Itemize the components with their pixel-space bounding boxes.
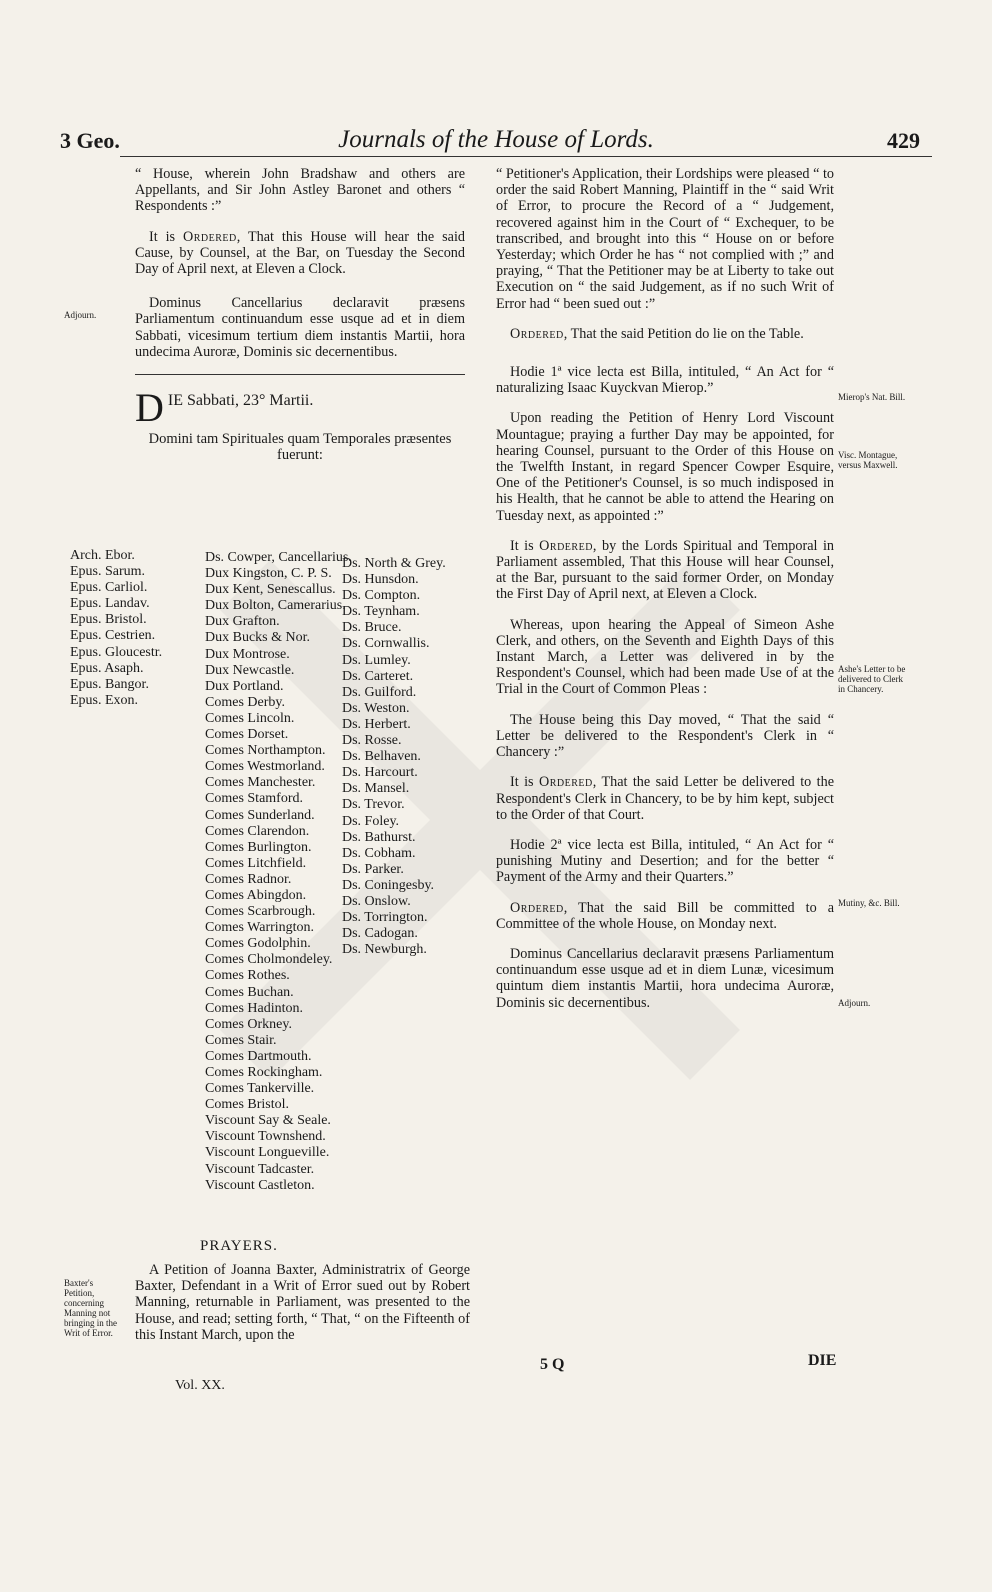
margin-note-mutiny: Mutiny, &c. Bill. bbox=[838, 898, 900, 908]
lord-entry: Comes Northampton. bbox=[205, 743, 326, 759]
baron-entry: Ds. Cadogan. bbox=[342, 926, 418, 942]
paragraph: “ House, wherein John Bradshaw and others are Appellants, and Sir John Astley Baronet and others “ Respondents :” bbox=[135, 166, 465, 215]
lord-entry: Comes Stair. bbox=[205, 1032, 277, 1048]
baron-entry: Ds. Lumley. bbox=[342, 652, 411, 668]
lord-entry: Comes Tankerville. bbox=[205, 1081, 315, 1097]
lord-entry: Dux Bolton, Camerarius. bbox=[205, 598, 346, 614]
lord-entry: Comes Abingdon. bbox=[205, 887, 307, 903]
baron-entry: Ds. Teynham. bbox=[342, 604, 420, 620]
lord-entry: Comes Rothes. bbox=[205, 968, 290, 984]
drop-cap: D bbox=[135, 385, 164, 431]
baron-entry: Ds. Coningesby. bbox=[342, 877, 435, 893]
paragraph: Hodie 2ª vice lecta est Billa, intituled, “ An Act for “ punishing Mutiny and Desertion; and for the better “ Payment of the Army and their Quarters.” bbox=[496, 836, 834, 886]
present-heading: Domini tam Spirituales quam Temporales præsentes fuerunt: bbox=[148, 431, 452, 464]
lord-entry: Comes Rockingham. bbox=[205, 1065, 323, 1080]
lord-entry: Comes Manchester. bbox=[205, 775, 316, 791]
margin-note-adjourn: Adjourn. bbox=[838, 998, 871, 1008]
paragraph: It is Ordered, by the Lords Spiritual and Temporal in Parliament assembled, That this House will hear Counsel, at the Bar, pursuant to the said former Order, on Monday the First Day of April next, at Eleven a Clock. bbox=[496, 537, 834, 603]
bishop-entry: Epus. Sarum. bbox=[70, 564, 146, 580]
header-regnal-year: 3 Geo. bbox=[60, 128, 120, 153]
lord-entry: Viscount Longueville. bbox=[205, 1145, 330, 1161]
baron-entry: Ds. Trevor. bbox=[342, 797, 405, 813]
bishops-list bbox=[70, 548, 162, 709]
lord-entry: Comes Clarendon. bbox=[205, 823, 310, 839]
baron-entry: Ds. Compton. bbox=[342, 588, 421, 604]
margin-note-montague: Visc. Montague, versus Maxwell. bbox=[838, 450, 898, 470]
baron-entry: Ds. North & Grey. bbox=[342, 556, 446, 571]
baron-entry: Ds. Rosse. bbox=[342, 733, 402, 749]
lord-entry: Dux Newcastle. bbox=[205, 662, 295, 678]
die-heading: D IE Sabbati, 23° Martii. bbox=[135, 385, 314, 431]
paragraph: It is Ordered, That this House will hear the said Cause, by Counsel, at the Bar, on Tuesday the Second Day of April next, at Eleven a Clock. bbox=[135, 228, 465, 278]
barons-list bbox=[342, 556, 446, 958]
lord-entry: Dux Kingston, C. P. S. bbox=[205, 566, 332, 582]
margin-note-adjourn: Adjourn. bbox=[64, 310, 97, 320]
baron-entry: Ds. Mansel. bbox=[342, 781, 410, 797]
lord-entry: Comes Orkney. bbox=[205, 1016, 292, 1032]
baron-entry: Ds. Harcourt. bbox=[342, 765, 418, 781]
bishop-entry: Arch. Ebor. bbox=[70, 548, 135, 563]
paragraph: Whereas, upon hearing the Appeal of Simeon Ashe Clerk, and others, on the Seventh and Eighth Days of this Instant March, a Letter was delivered in by the Respondent's Counsel, which had been made Use of at the Trial in the Court of Common Pleas : bbox=[496, 616, 834, 698]
baron-entry: Ds. Hunsdon. bbox=[342, 572, 419, 588]
volume-label: Vol. XX. bbox=[175, 1378, 225, 1393]
paragraph: Hodie 1ª vice lecta est Billa, intituled, “ An Act for “ naturalizing Isaac Kuyckvan Mierop.” bbox=[496, 364, 834, 397]
lord-entry: Comes Bristol. bbox=[205, 1097, 290, 1113]
paragraph: Dominus Cancellarius declaravit præsens Parliamentum continuandum esse usque ad et in diem Sabbati, vicesimum tertium diem instantis Martii, hora undecima Auroræ, Dominis sic decernentibus. bbox=[135, 295, 465, 360]
baron-entry: Ds. Foley. bbox=[342, 813, 400, 829]
baxter-petition bbox=[135, 1262, 470, 1357]
lord-entry: Comes Derby. bbox=[205, 694, 285, 710]
bishop-entry: Epus. Bangor. bbox=[70, 676, 149, 692]
section-rule bbox=[135, 374, 465, 375]
lord-entry: Ds. Cowper, Cancellarius. bbox=[205, 550, 352, 565]
paragraph: Ordered, That the said Petition do lie on the Table. bbox=[510, 325, 804, 342]
lord-entry: Comes Dartmouth. bbox=[205, 1048, 312, 1064]
lord-entry: Dux Portland. bbox=[205, 678, 284, 694]
header-rule bbox=[120, 156, 932, 157]
signature-mark: 5 Q bbox=[540, 1356, 565, 1373]
lord-entry: Dux Kent, Senescallus. bbox=[205, 582, 336, 598]
lord-entry: Dux Montrose. bbox=[205, 646, 290, 662]
lord-entry: Comes Lincoln. bbox=[205, 710, 295, 726]
lord-entry: Comes Radnor. bbox=[205, 871, 292, 887]
lord-entry: Comes Burlington. bbox=[205, 839, 312, 855]
lord-entry: Viscount Townshend. bbox=[205, 1129, 326, 1145]
lord-entry: Viscount Say & Seale. bbox=[205, 1113, 331, 1129]
baron-entry: Ds. Bathurst. bbox=[342, 829, 416, 845]
paragraph: Dominus Cancellarius declaravit præsens Parliamentum continuandum esse usque ad et in diem Lunæ, vicesimum quintum diem instantis Martii, hora undecima Auroræ, Dominis sic decernentibus. bbox=[496, 945, 834, 1011]
paragraph: The House being this Day moved, “ That the said “ Letter be delivered to the Respondent's Clerk in “ Chancery :” bbox=[496, 711, 834, 761]
paragraph: A Petition of Joanna Baxter, Administratrix of George Baxter, Defendant in a Writ of Error sued out by Robert Manning, returnable in Parliament, was presented to the House, and read; setting forth, “ That, “ on the Fifteenth of this Instant March, upon the bbox=[135, 1262, 470, 1343]
baron-entry: Ds. Onslow. bbox=[342, 893, 411, 909]
paragraph: Upon reading the Petition of Henry Lord Viscount Mountague; praying a further Day may be appointed, for hearing Counsel, pursuant to the Order of this House on the Twelfth Instant, in regard Spencer Cowper Esquire, One of the Petitioner's Counsel, is so much indisposed in his Health, that he cannot be able to attend the Hearing on Tuesday next, as appointed :” bbox=[496, 410, 834, 524]
lord-entry: Comes Sunderland. bbox=[205, 807, 315, 823]
baron-entry: Ds. Weston. bbox=[342, 700, 410, 716]
lord-entry: Comes Scarbrough. bbox=[205, 904, 316, 920]
lord-entry: Comes Westmorland. bbox=[205, 759, 325, 775]
baron-entry: Ds. Newburgh. bbox=[342, 942, 427, 958]
margin-note-mierop: Mierop's Nat. Bill. bbox=[838, 392, 906, 402]
bishop-entry: Epus. Landav. bbox=[70, 596, 150, 612]
bishop-entry: Epus. Cestrien. bbox=[70, 628, 156, 644]
bishop-entry: Epus. Asaph. bbox=[70, 660, 144, 676]
catchword: DIE bbox=[808, 1352, 837, 1369]
margin-note-ashe: Ashe's Letter to be delivered to Clerk in Chancery. bbox=[838, 664, 906, 694]
baron-entry: Ds. Bruce. bbox=[342, 620, 402, 636]
lord-entry: Comes Dorset. bbox=[205, 727, 289, 743]
baron-entry: Ds. Guilford. bbox=[342, 684, 417, 700]
prayers-heading: PRAYERS. bbox=[200, 1238, 278, 1254]
lord-entry: Comes Buchan. bbox=[205, 984, 294, 1000]
lord-entry: Viscount Tadcaster. bbox=[205, 1161, 315, 1177]
right-column bbox=[496, 166, 834, 1025]
lord-entry: Dux Bucks & Nor. bbox=[205, 630, 310, 646]
paragraph: “ Petitioner's Application, their Lordships were pleased “ to order the said Robert Manning, Plaintiff in the “ said Writ of Error, to procure the Record of a “ Judgement, recovered against him in the Court of “ Exchequer, to be transcribed, and brought into this “ House on or before Yesterday; which Order he has “ not complied with ;” and praying, “ That the Petitioner may be at Liberty to take out Execution on “ the said Judgement, as if no such Writ of Error had “ been sued out :” bbox=[496, 166, 834, 312]
baron-entry: Ds. Carteret. bbox=[342, 668, 414, 684]
baron-entry: Ds. Cornwallis. bbox=[342, 636, 430, 652]
header-page-number: 429 bbox=[887, 128, 920, 153]
lord-entry: Comes Cholmondeley. bbox=[205, 952, 333, 968]
lord-entry: Comes Hadinton. bbox=[205, 1000, 303, 1016]
paragraph: It is Ordered, That the said Letter be delivered to the Respondent's Clerk in Chancery, to be by him kept, subject to the Order of that Court. bbox=[496, 774, 834, 823]
bishop-entry: Epus. Exon. bbox=[70, 692, 139, 708]
baron-entry: Ds. Belhaven. bbox=[342, 749, 421, 765]
bishop-entry: Epus. Gloucestr. bbox=[70, 644, 163, 660]
lord-entry: Comes Warrington. bbox=[205, 920, 315, 936]
baron-entry: Ds. Parker. bbox=[342, 861, 404, 877]
baron-entry: Ds. Cobham. bbox=[342, 845, 416, 861]
baron-entry: Ds. Herbert. bbox=[342, 716, 411, 732]
lords-list bbox=[205, 550, 352, 1194]
bishop-entry: Epus. Carliol. bbox=[70, 580, 148, 596]
baron-entry: Ds. Torrington. bbox=[342, 910, 428, 926]
header-title: Journals of the House of Lords. bbox=[338, 126, 654, 153]
lord-entry: Comes Stamford. bbox=[205, 791, 303, 807]
lord-entry: Viscount Castleton. bbox=[205, 1177, 315, 1193]
lord-entry: Dux Grafton. bbox=[205, 614, 280, 630]
margin-note-baxter: Baxter's Petition, concerning Manning not bringing in the Writ of Error. bbox=[64, 1278, 117, 1338]
left-column bbox=[135, 166, 465, 474]
lord-entry: Comes Litchfield. bbox=[205, 855, 307, 871]
paragraph: Ordered, That the said Bill be committed to a Committee of the whole House, on Monday next. bbox=[496, 899, 834, 932]
lord-entry: Comes Godolphin. bbox=[205, 936, 311, 952]
bishop-entry: Epus. Bristol. bbox=[70, 612, 147, 628]
